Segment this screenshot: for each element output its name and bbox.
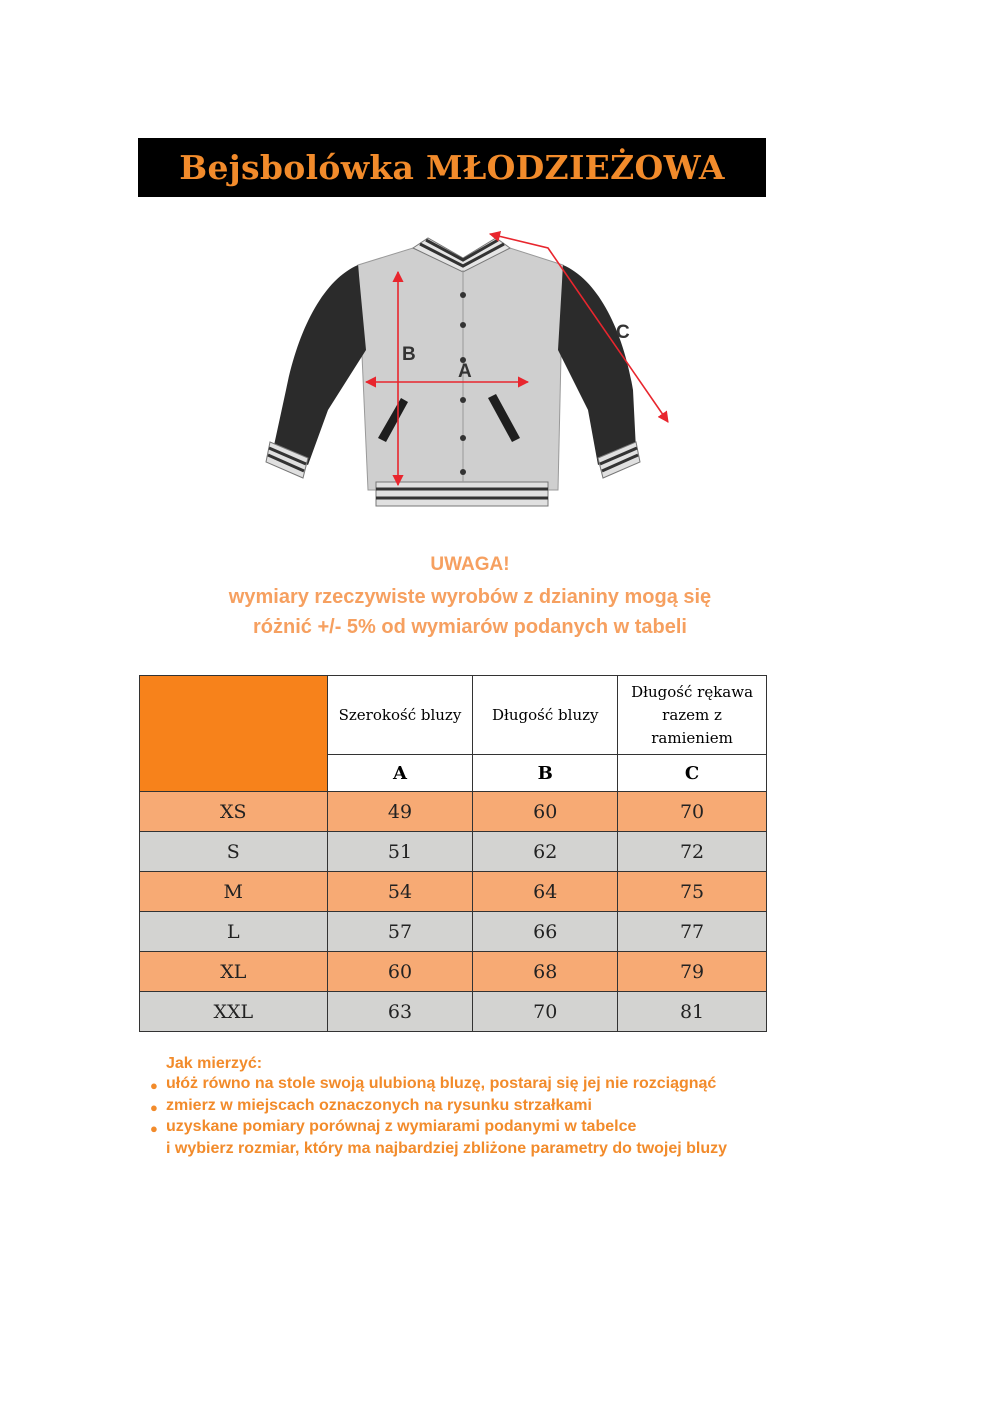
table-corner-cell xyxy=(140,676,328,792)
value-a-cell: 60 xyxy=(327,952,473,992)
value-b-cell: 62 xyxy=(473,832,618,872)
list-item xyxy=(150,1117,850,1139)
value-a-cell: 57 xyxy=(327,912,473,952)
table-row xyxy=(140,792,767,832)
size-table xyxy=(139,675,767,1032)
table-row xyxy=(140,992,767,1032)
howto-bullet-3: uzyskane pomiary porównaj z wymiarami podanymi w tabelce xyxy=(166,1118,637,1135)
letter-a: A xyxy=(327,755,473,792)
howto-bullet-1: ułóż równo na stole swoją ulubioną bluzę, postaraj się jej nie rozciągnąć xyxy=(166,1075,717,1092)
value-c-cell: 79 xyxy=(618,952,767,992)
jacket-left-sleeve xyxy=(273,265,366,465)
size-cell: XS xyxy=(140,792,328,832)
list-item xyxy=(150,1096,850,1118)
size-cell: L xyxy=(140,912,328,952)
list-item xyxy=(150,1074,850,1096)
howto-bullet-2: zmierz w miejscach oznaczonych na rysunku strzałkami xyxy=(166,1096,592,1114)
notice-line-1: wymiary rzeczywiste wyrobów z dzianiny mogą się xyxy=(228,586,712,608)
value-b-cell: 66 xyxy=(473,912,618,952)
table-header-row xyxy=(140,676,767,755)
jacket-waistband xyxy=(376,482,548,506)
value-c-cell: 77 xyxy=(618,912,767,952)
measuring-instructions xyxy=(150,1054,850,1158)
table-row xyxy=(140,912,767,952)
header-length: Długość bluzy xyxy=(473,676,618,755)
table-row xyxy=(140,952,767,992)
size-cell: M xyxy=(140,872,328,912)
bullet-icon: ● xyxy=(150,1099,158,1115)
table-row xyxy=(140,832,767,872)
value-c-cell: 75 xyxy=(618,872,767,912)
value-b-cell: 68 xyxy=(473,952,618,992)
size-cell: S xyxy=(140,832,328,872)
size-cell: XXL xyxy=(140,992,328,1032)
value-b-cell: 64 xyxy=(473,872,618,912)
page-title: Bejsbolówka MŁODZIEŻOWA xyxy=(179,148,725,187)
header-sleeve: Długość rękawa razem z ramieniem xyxy=(618,676,767,755)
value-a-cell: 63 xyxy=(327,992,473,1032)
value-a-cell: 54 xyxy=(327,872,473,912)
notice-heading: UWAGA! xyxy=(430,554,510,575)
table-row xyxy=(140,872,767,912)
value-c-cell: 70 xyxy=(618,792,767,832)
size-cell: XL xyxy=(140,952,328,992)
jacket-diagram xyxy=(258,210,678,550)
notice-line-2: różnić +/- 5% od wymiarów podanych w tabeli xyxy=(253,616,687,638)
howto-heading: Jak mierzyć: xyxy=(166,1055,263,1072)
label-b: B xyxy=(402,344,416,365)
title-bar xyxy=(138,138,766,197)
value-b-cell: 70 xyxy=(473,992,618,1032)
value-a-cell: 51 xyxy=(327,832,473,872)
value-b-cell: 60 xyxy=(473,792,618,832)
label-c: C xyxy=(616,322,630,343)
letter-b: B xyxy=(473,755,618,792)
howto-continuation: i wybierz rozmiar, który ma najbardziej zbliżone parametry do twojej bluzy xyxy=(166,1139,728,1157)
value-a-cell: 49 xyxy=(327,792,473,832)
label-a: A xyxy=(458,361,472,382)
letter-c: C xyxy=(618,755,767,792)
value-c-cell: 81 xyxy=(618,992,767,1032)
bullet-icon: ● xyxy=(150,1078,158,1093)
header-width: Szerokość bluzy xyxy=(327,676,473,755)
bullet-icon: ● xyxy=(150,1121,158,1136)
value-c-cell: 72 xyxy=(618,832,767,872)
jacket-right-sleeve xyxy=(558,265,636,465)
